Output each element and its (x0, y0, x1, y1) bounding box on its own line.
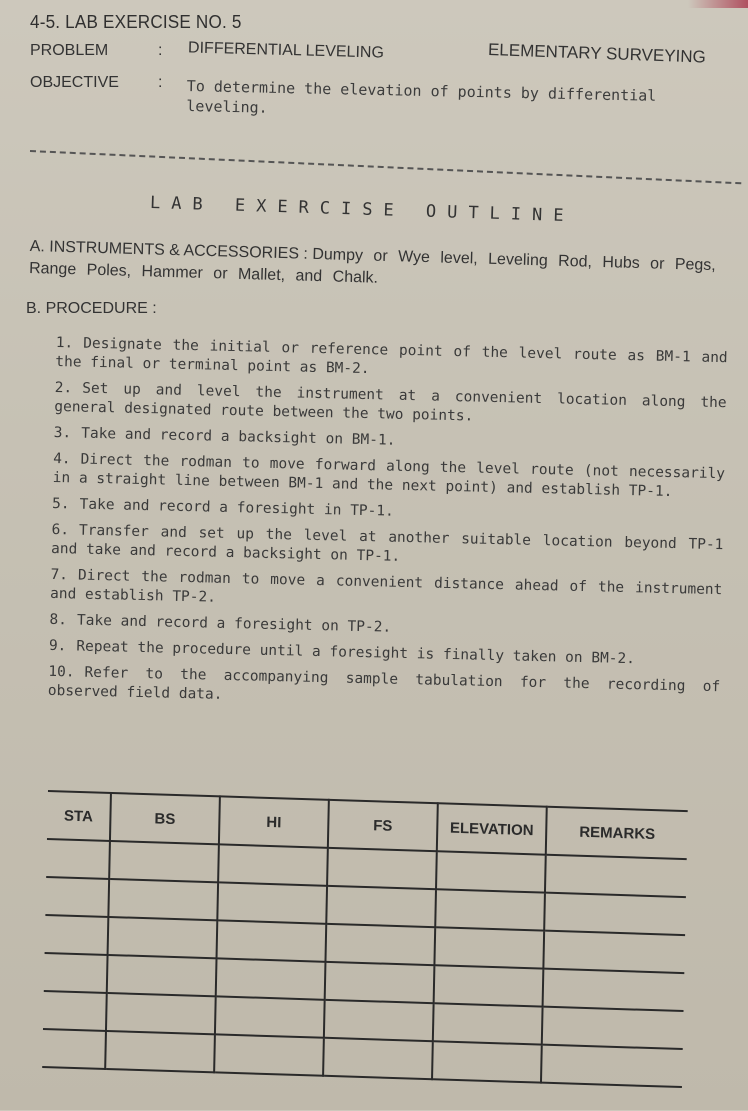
procedure-step: 3. Take and record a backsight on BM-1. (53, 424, 396, 449)
dashed-divider (30, 150, 741, 184)
procedure-step: 8. Take and record a foresight on TP-2. (49, 611, 392, 636)
section-instruments (29, 236, 740, 300)
exercise-title: 4-5. LAB EXERCISE NO. 5 (30, 12, 242, 32)
outline-title: LAB EXERCISE OUTLINE (149, 193, 575, 227)
column-header-sta: STA (47, 791, 111, 841)
procedure-steps (48, 334, 728, 723)
procedure-step: 5. Take and record a foresight in TP-1. (51, 495, 394, 520)
problem-label: PROBLEM (30, 42, 109, 59)
objective-value: To determine the elevation of points by differential leveling. (186, 76, 657, 117)
separator: : (158, 74, 163, 91)
column-header-remarks: REMARKS (546, 807, 688, 859)
procedure-step: 1. Designate the initial or reference point of the level route as BM-1 and the final or terminal point as BM-2. (55, 334, 728, 378)
procedure-step: 4. Direct the rodman to move forward along the level route (not necessarily in a straight line between BM-1 and the next point) and establish TP-1. (52, 450, 726, 501)
column-header-fs: FS (328, 800, 438, 851)
procedure-step: 9. Repeat the procedure until a foresight is finally taken on BM-2. (48, 637, 636, 668)
column-header-elevation: ELEVATION (437, 803, 547, 854)
separator: : (158, 42, 163, 59)
course-title: ELEMENTARY SURVEYING (487, 40, 707, 67)
procedure-step: 6. Transfer and set up the level at another suitable location beyond TP-1 and take and record a backsight on TP-1. (50, 521, 724, 565)
section-a-body: Dumpy or Wye level, Leveling Rod, Hubs or Pegs, Range Poles, Hammer or Mallet, and Chalk. (28, 245, 716, 287)
problem-row (30, 39, 385, 62)
objective-row (30, 74, 188, 92)
objective-label: OBJECTIVE (30, 74, 119, 91)
field-data-table-wrap (42, 790, 708, 1111)
column-header-hi: HI (219, 796, 329, 847)
problem-value: DIFFERENTIAL LEVELING (187, 39, 385, 62)
column-header-bs: BS (110, 793, 220, 844)
procedure-step: 7. Direct the rodman to move a convenient distance ahead of the instrument and establish TP-2. (49, 566, 723, 606)
corner-mark (688, 0, 748, 8)
section-procedure-label: B. PROCEDURE : (26, 300, 157, 317)
section-a-label: A. INSTRUMENTS & ACCESSORIES : (29, 237, 309, 263)
field-data-table (42, 790, 688, 1088)
procedure-step: 2. Set up and level the instrument at a convenient location along the general designated route between the two points. (54, 379, 727, 425)
procedure-step: 10. Refer to the accompanying sample tabulation for the recording of observed field data. (47, 663, 721, 703)
